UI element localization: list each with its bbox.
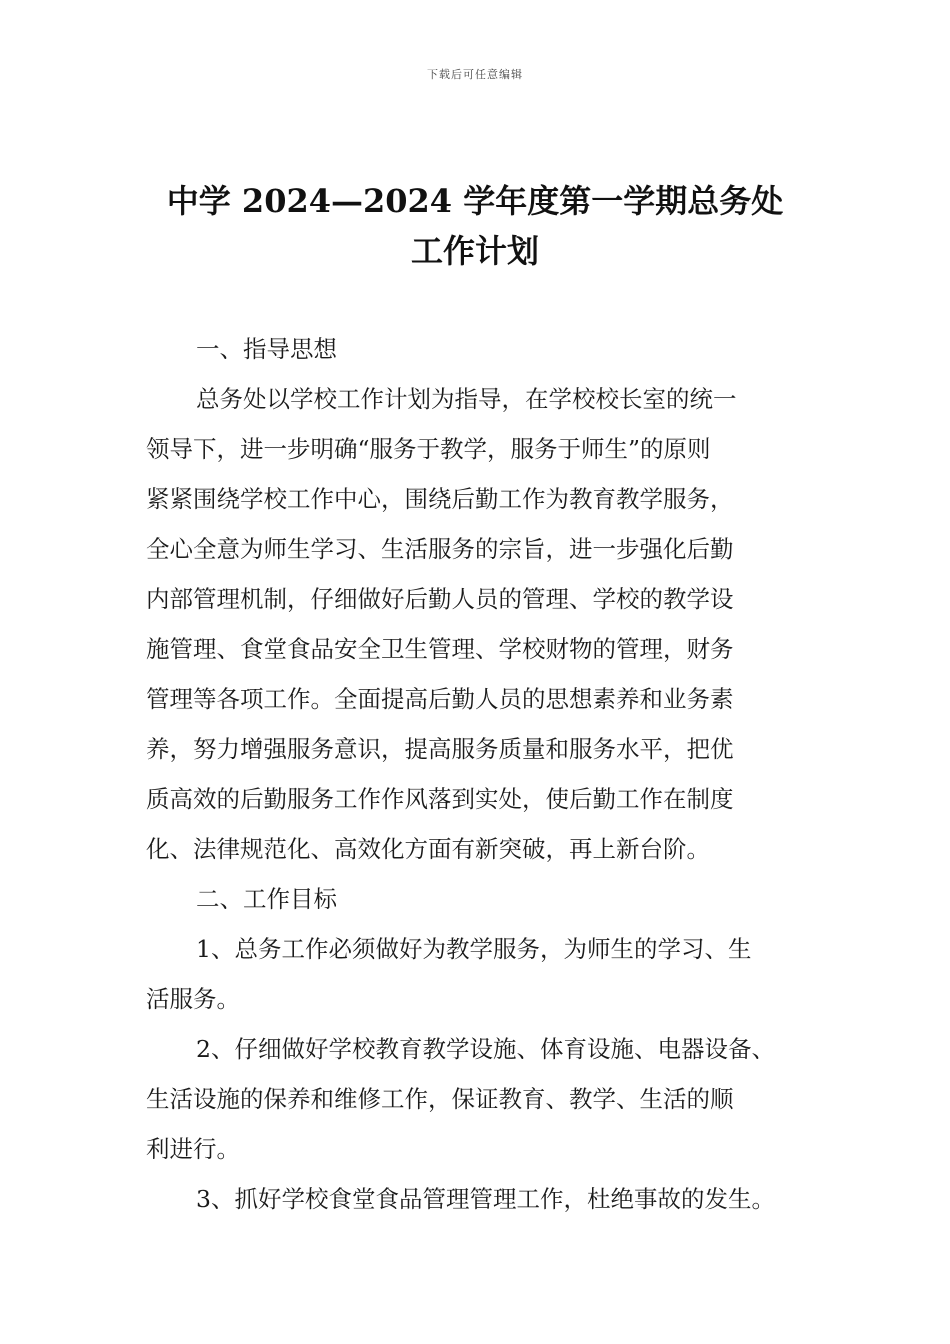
page-header-note: 下载后可任意编辑	[427, 68, 523, 81]
section-heading-guiding-thought: 一、指导思想	[196, 335, 337, 363]
title-line-1: 中学 2024—2024 学年度第一学期总务处	[166, 182, 784, 220]
paragraph-line: 化、法律规范化、高效化方面有新突破，再上新台阶。	[146, 835, 710, 863]
list-item-2-line: 2、仔细做好学校教育教学设施、体育设施、电器设备、	[196, 1035, 775, 1063]
list-item-1-line: 1、总务工作必须做好为教学服务，为师生的学习、生	[196, 935, 752, 963]
document-body	[146, 324, 816, 1224]
section-heading-work-goals: 二、工作目标	[196, 885, 337, 913]
document-title	[120, 176, 830, 276]
list-item-1-line: 活服务。	[146, 985, 240, 1013]
list-item-2-line: 生活设施的保养和维修工作，保证教育、教学、生活的顺	[146, 1085, 734, 1113]
paragraph-line: 养，努力增强服务意识，提高服务质量和服务水平，把优	[146, 735, 734, 763]
list-item-2-line: 利进行。	[146, 1135, 240, 1163]
paragraph-line: 总务处以学校工作计划为指导，在学校校长室的统一	[196, 385, 737, 413]
paragraph-line: 内部管理机制，仔细做好后勤人员的管理、学校的教学设	[146, 585, 734, 613]
paragraph-line: 质高效的后勤服务工作作风落到实处，使后勤工作在制度	[146, 785, 734, 813]
paragraph-line: 领导下，进一步明确“服务于教学，服务于师生”的原则	[146, 435, 711, 463]
paragraph-line: 施管理、食堂食品安全卫生管理、学校财物的管理，财务	[146, 635, 734, 663]
paragraph-line: 管理等各项工作。全面提高后勤人员的思想素养和业务素	[146, 685, 734, 713]
paragraph-line: 全心全意为师生学习、生活服务的宗旨，进一步强化后勤	[146, 535, 734, 563]
paragraph-line: 紧紧围绕学校工作中心，围绕后勤工作为教育教学服务，	[146, 485, 734, 513]
list-item-3-line: 3、抓好学校食堂食品管理管理工作，杜绝事故的发生。	[196, 1185, 775, 1213]
title-line-2: 工作计划	[410, 232, 539, 270]
